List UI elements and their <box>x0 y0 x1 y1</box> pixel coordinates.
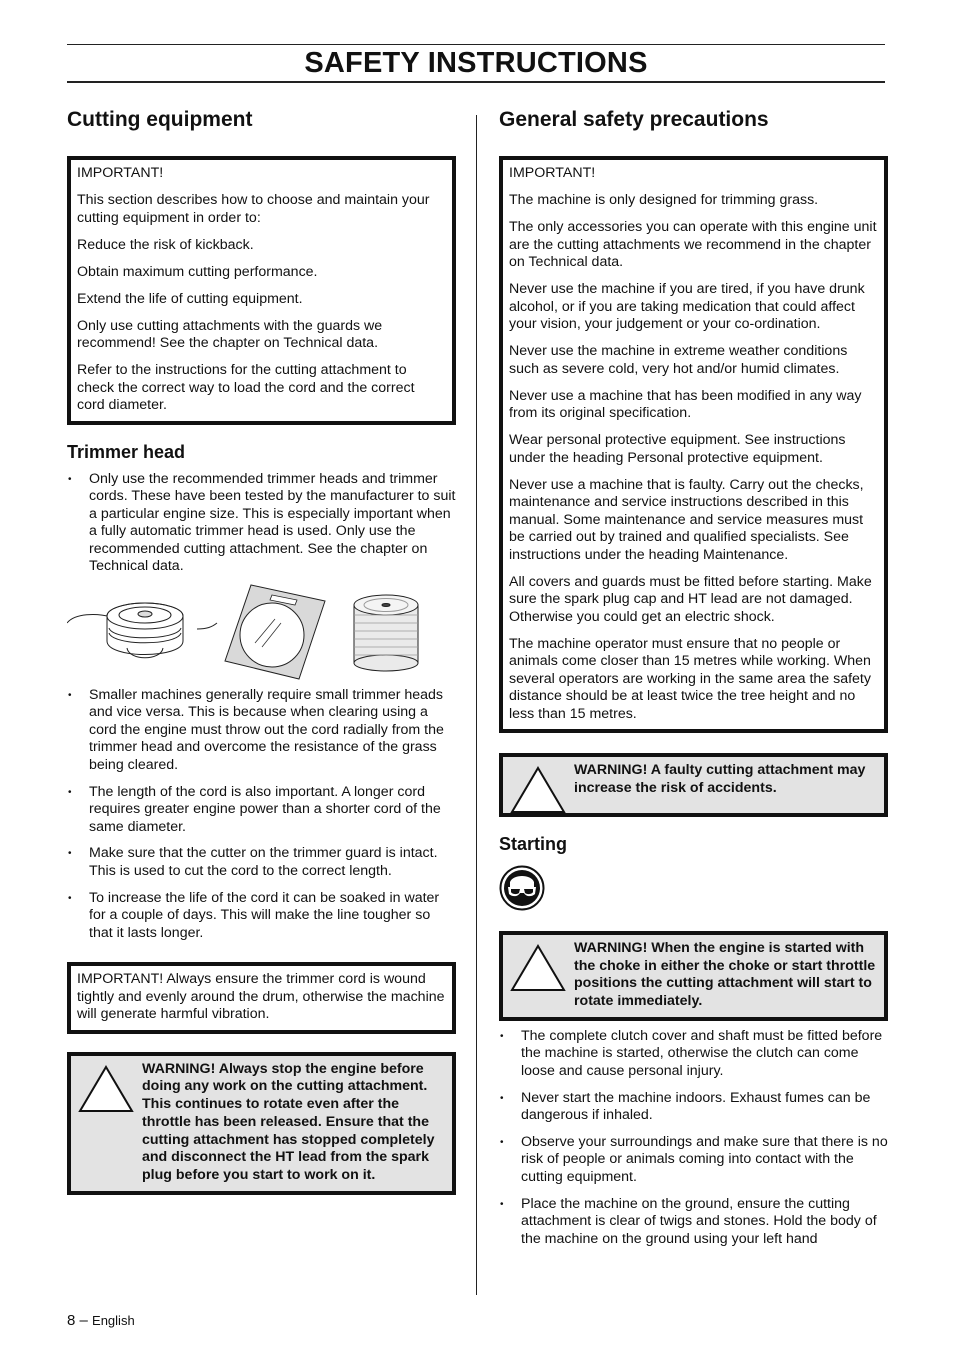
important-label: IMPORTANT! <box>509 165 596 181</box>
title-rule-bottom <box>67 81 885 83</box>
list-item: • The length of the cord is also important. A longer cord requires greater engine power than a shorter cord of the same diameter. <box>67 784 456 837</box>
trimmer-bullets-a <box>67 471 456 576</box>
trimmer-head-icon <box>67 603 217 658</box>
left-column <box>67 104 456 1195</box>
page-footer <box>67 1311 135 1331</box>
warning-triangle-icon <box>509 943 567 993</box>
list-item: • Smaller machines generally require small trimmer heads and vice versa. This is because when clearing using a cord the engine must throw out the cord radially from the trimmer head and overcome the resistance of the grass being cleared. <box>67 687 456 775</box>
box-paragraph: Only use cutting attachments with the guards we recommend! See the chapter on Technical data. <box>77 317 383 351</box>
right-column <box>499 104 888 1258</box>
cord-important-box <box>67 962 456 1034</box>
box-paragraph: Never use the machine if you are tired, if you have drunk alcohol, or if you are taking medication that could affect your vision, your judgement or your co-ordination. <box>509 281 865 332</box>
cord-pack-icon <box>225 585 325 679</box>
box-paragraph: Reduce the risk of kickback. <box>77 236 254 253</box>
faulty-attachment-warning <box>499 753 888 817</box>
warning-text: WARNING! When the engine is started with the choke in either the choke or start throttle positions the cutting attachment will start to rotate immediately. <box>574 940 876 1010</box>
choke-start-warning <box>499 931 888 1021</box>
general-safety-heading: General safety precautions <box>499 108 769 131</box>
box-paragraph: Wear personal protective equipment. See instructions under the heading Personal protective equipment. <box>509 432 846 466</box>
list-item: • Place the machine on the ground, ensure the cutting attachment is clear of twigs and stones. Hold the body of the machine on the ground using your left hand <box>499 1196 888 1249</box>
list-item: • The complete clutch cover and shaft must be fitted before the machine is started, otherwise the clutch can come loose and cause personal injury. <box>499 1028 888 1081</box>
cord-spool-icon <box>354 595 418 671</box>
stop-engine-warning <box>67 1052 456 1195</box>
eye-protection-icon <box>499 865 545 911</box>
box-paragraph: All covers and guards must be fitted before starting. Make sure the spark plug cap and HT lead are not damaged. Otherwise you could get an electric shock. <box>509 573 872 625</box>
box-paragraph: The machine is only designed for trimming grass. <box>509 192 819 208</box>
cutting-equipment-heading: Cutting equipment <box>67 108 253 131</box>
list-item: • Only use the recommended trimmer heads and trimmer cords. These have been tested by the manufacturer to suit a particular engine size. This is especially important when a fully automatic trimmer head is used. Only use the recommended cutting attachment. See the chapter on Technical data. <box>67 471 456 576</box>
page-number: 8 – <box>67 1312 88 1329</box>
box-paragraph: Never use a machine that has been modified in any way from its original specification. <box>509 387 862 421</box>
box-paragraph: The machine operator must ensure that no people or animals come closer than 15 metres while working. When several operators are working in the same area the safety distance should be at least twice the tree height and no less than 15 metres. <box>509 635 871 722</box>
warning-triangle-icon <box>77 1064 135 1114</box>
box-paragraph: This section describes how to choose and maintain your cutting equipment in order to: <box>77 192 430 226</box>
cutting-equipment-illustration <box>67 583 456 683</box>
box-paragraph: Refer to the instructions for the cutting attachment to check the correct way to load the cord and the correct cord diameter. <box>77 362 415 413</box>
list-item: • Observe your surroundings and make sure that there is no risk of people or animals coming into contact with the cutting equipment. <box>499 1134 888 1187</box>
trimmer-bullets-b <box>67 687 456 942</box>
eye-protection-symbol <box>499 865 888 911</box>
important-label: IMPORTANT! <box>77 165 164 181</box>
list-item: • Make sure that the cutter on the trimmer guard is intact. This is used to cut the cord to the correct length. <box>67 845 456 880</box>
trimmer-head-heading: Trimmer head <box>67 441 186 462</box>
footer-language: English <box>92 1313 135 1328</box>
warning-triangle-icon <box>509 765 567 815</box>
list-item: • Never start the machine indoors. Exhaust fumes can be dangerous if inhaled. <box>499 1090 888 1125</box>
starting-bullets <box>499 1028 888 1248</box>
box-paragraph: The only accessories you can operate with this engine unit are the cutting attachments we recommend in the chapter on Technical data. <box>509 219 877 270</box>
box-paragraph: Never use a machine that is faulty. Carry out the checks, maintenance and service instructions described in this manual. Some maintenance and service measures must be carried out by trained and qualified specialists. See instructions under the heading Maintenance. <box>509 476 864 563</box>
page-title: SAFETY INSTRUCTIONS <box>304 47 648 79</box>
column-divider <box>476 115 477 1295</box>
general-important-box <box>499 156 888 733</box>
box-paragraph: Extend the life of cutting equipment. <box>77 290 303 307</box>
box-paragraph: Never use the machine in extreme weather conditions such as severe cold, very hot and/or humid climates. <box>509 343 848 377</box>
warning-text: WARNING! Always stop the engine before doing any work on the cutting attachment. This continues to rotate even after the throttle has been released. Ensure that the cutting attachment has stopped completely and disconnect the HT lead from the spark plug before you start to work on it. <box>142 1060 435 1183</box>
list-item: • To increase the life of the cord it can be soaked in water for a couple of days. This will make the line tougher so that it lasts longer. <box>67 890 456 943</box>
cutting-important-box <box>67 156 456 425</box>
box-paragraph: IMPORTANT! Always ensure the trimmer cord is wound tightly and evenly around the drum, otherwise the machine will generate harmful vibration. <box>77 971 445 1023</box>
box-paragraph: Obtain maximum cutting performance. <box>77 263 318 280</box>
warning-text: WARNING! A faulty cutting attachment may increase the risk of accidents. <box>574 762 866 796</box>
starting-heading: Starting <box>499 834 568 854</box>
